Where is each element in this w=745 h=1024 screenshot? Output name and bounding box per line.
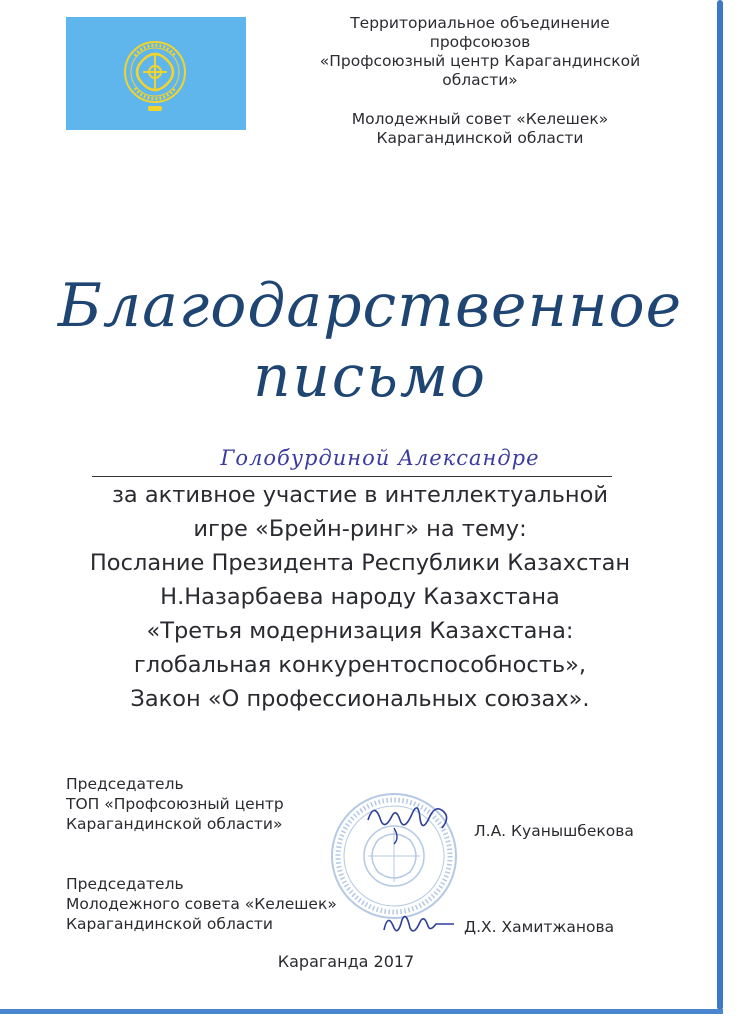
title-line-1: Благодарственное	[57, 271, 683, 341]
org-line: области»	[442, 71, 518, 89]
signatory-title-line: Молодежного совета «Келешек»	[66, 895, 337, 913]
signatory-title-line: Карагандинской области	[66, 915, 273, 933]
union-flag	[66, 17, 246, 130]
signatory-2-title	[66, 874, 337, 934]
signatory-2-name: Д.Х. Хамитжанова	[464, 918, 615, 936]
org-line: профсоюзов	[429, 33, 531, 51]
signatory-1-name: Л.А. Куанышбекова	[474, 822, 634, 840]
body-line: глобальная конкурентоспособность»,	[133, 652, 587, 678]
council-line: Молодежный совет «Келешек»	[351, 110, 609, 128]
recipient-name: Голобурдиной Александре	[220, 446, 540, 470]
signatory-title-line: ТОП «Профсоюзный центр	[66, 795, 284, 813]
org-line: «Профсоюзный центр Карагандинской	[319, 52, 641, 70]
body-line: Послание Президента Республики Казахстан	[89, 550, 631, 576]
body-line: «Третья модернизация Казахстана:	[146, 618, 574, 644]
signatory-title-line: Карагандинской области»	[66, 815, 283, 833]
body-line: Закон «О профессиональных союзах».	[130, 686, 590, 712]
city-year: Караганда 2017	[277, 952, 415, 971]
council-line: Карагандинской области	[376, 129, 584, 147]
union-emblem-icon	[122, 26, 188, 122]
page-edge-right	[717, 0, 723, 1010]
body-line: за активное участие в интеллектуальной	[111, 482, 609, 508]
title-line-2: письмо	[253, 342, 487, 410]
document-title	[40, 268, 700, 408]
signature-1-scribble	[364, 798, 454, 846]
issuer-header	[300, 14, 660, 148]
certificate-body	[40, 478, 680, 716]
body-line: игре «Брейн-ринг» на тему:	[193, 516, 527, 542]
recipient-underline	[92, 476, 612, 477]
org-line: Территориальное объединение	[350, 14, 610, 32]
signatory-title-line: Председатель	[66, 875, 184, 893]
body-line: Н.Назарбаева народу Казахстана	[160, 584, 560, 610]
signatory-1-title	[66, 774, 284, 834]
signatory-title-line: Председатель	[66, 775, 184, 793]
page-edge-bottom	[0, 1009, 723, 1014]
signature-2-scribble	[380, 906, 458, 940]
